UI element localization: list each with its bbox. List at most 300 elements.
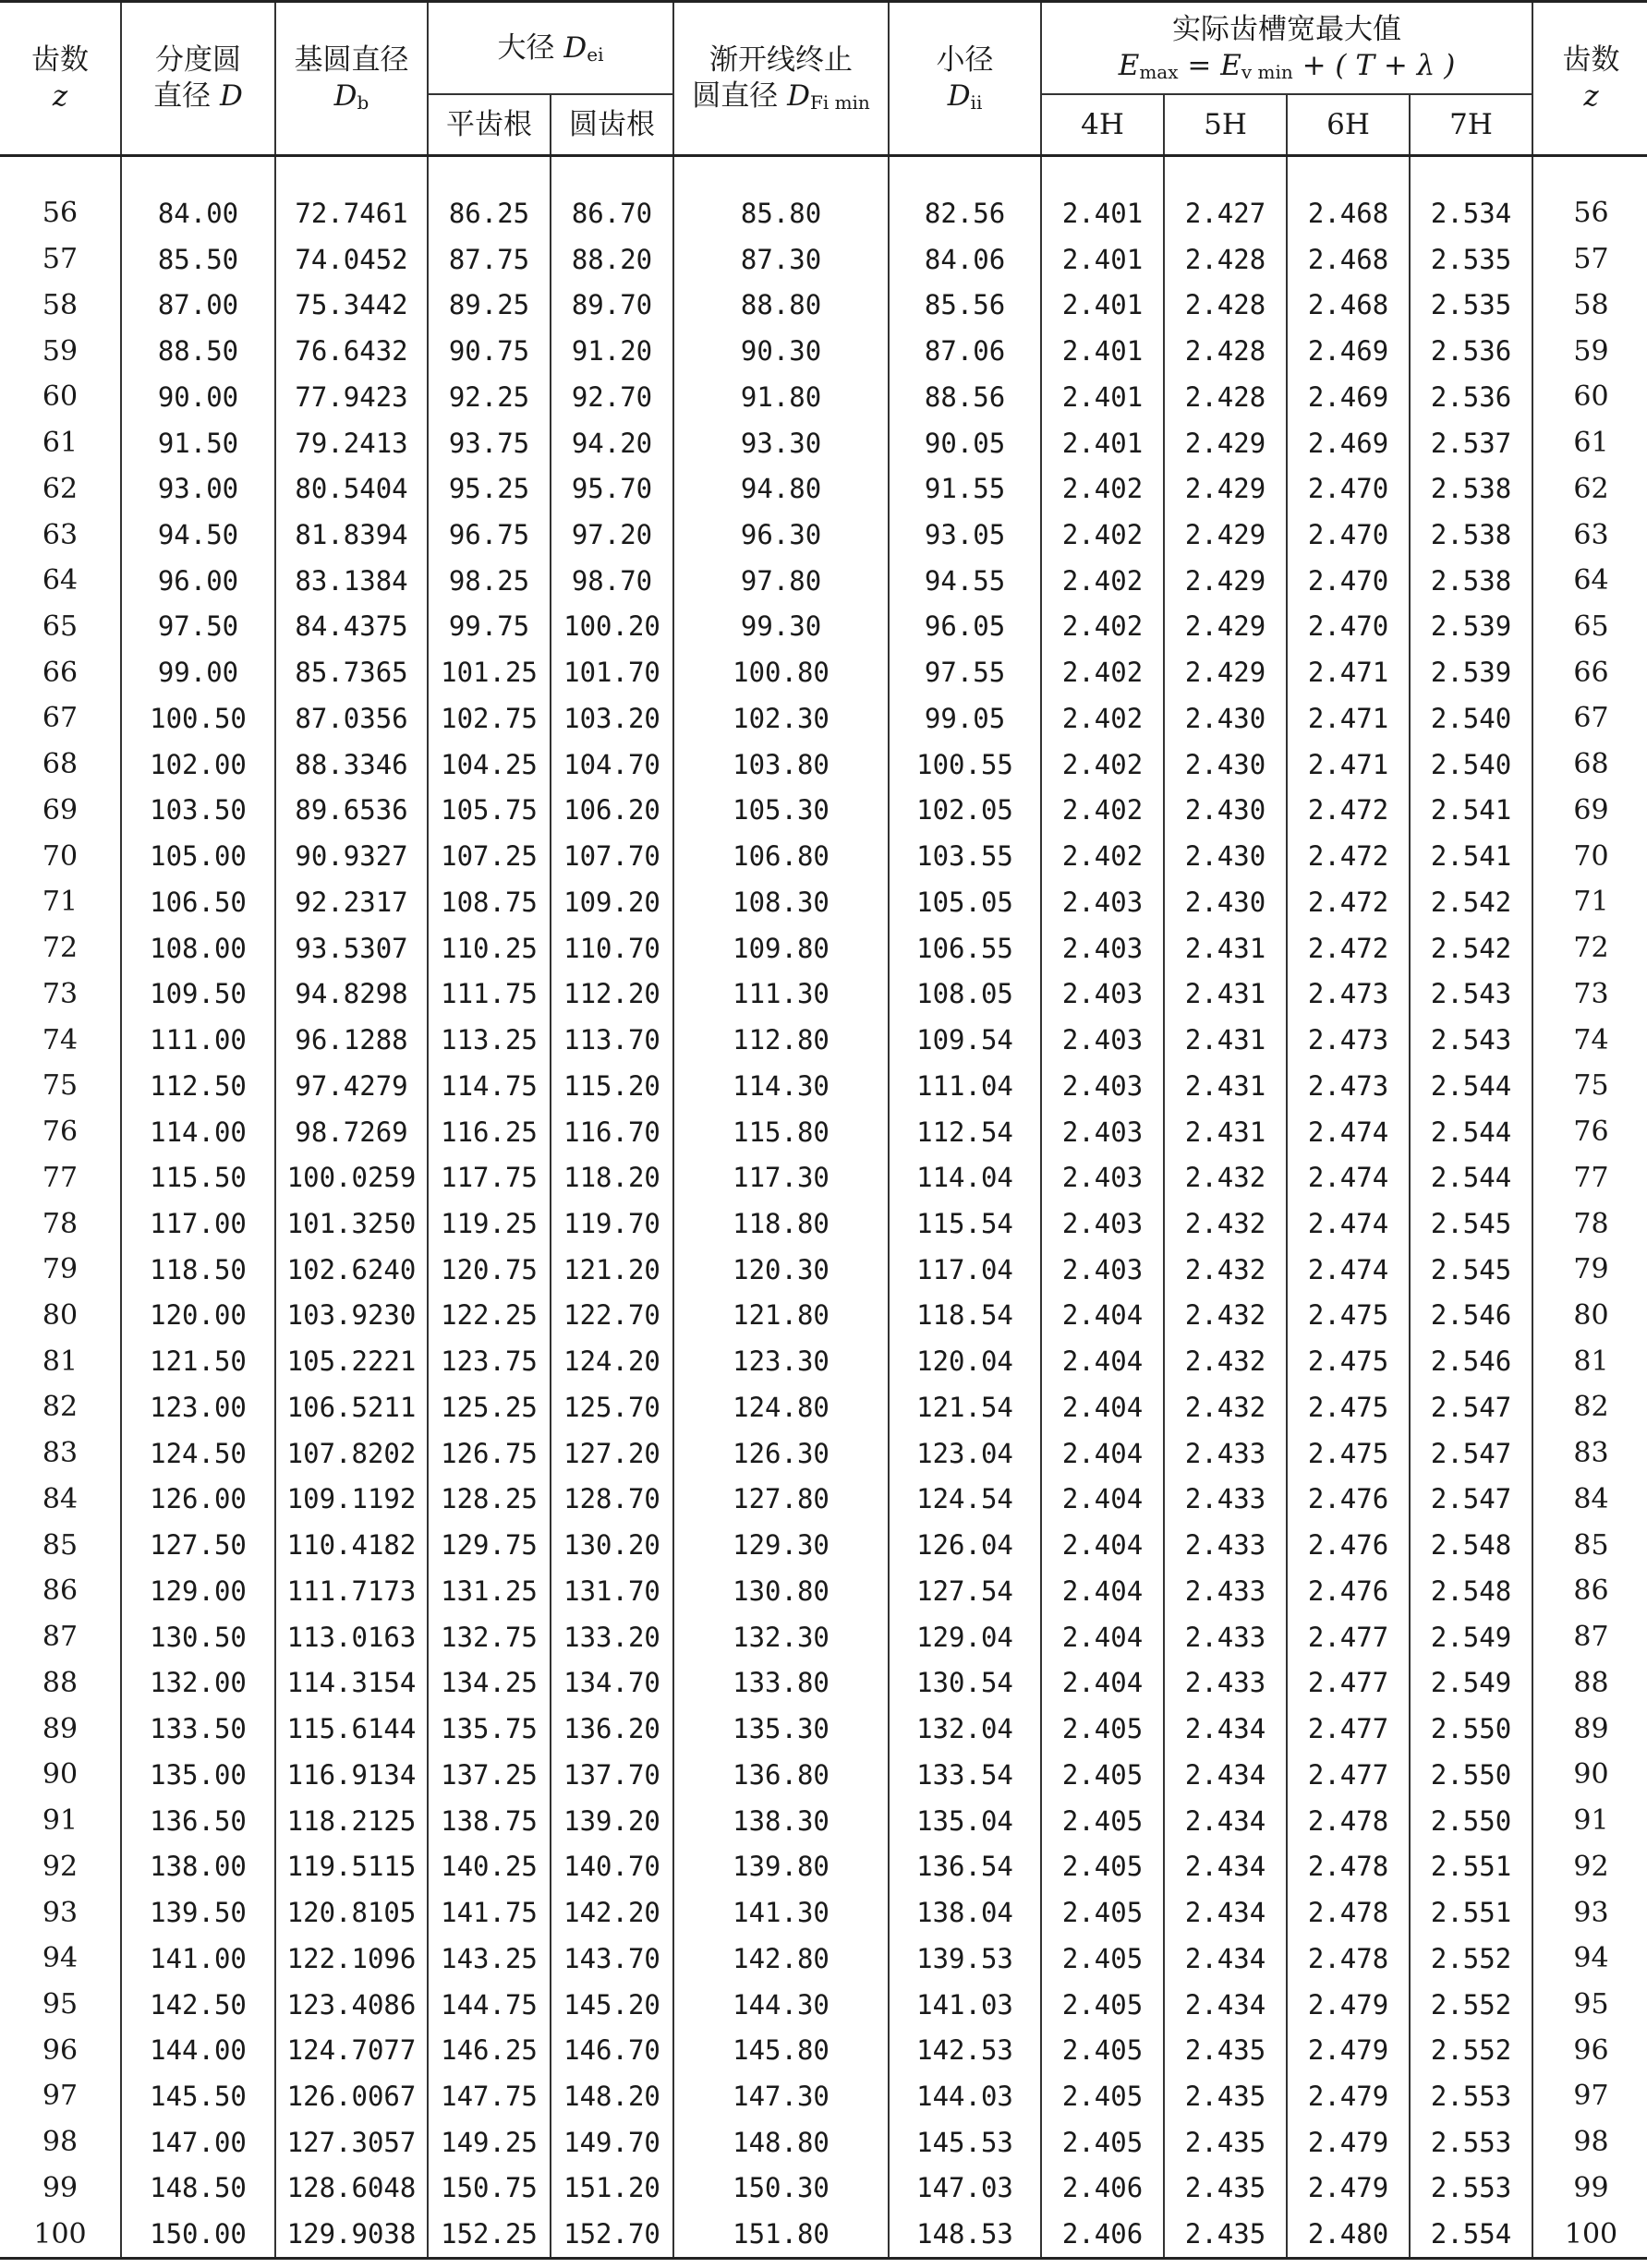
cell-z: 69 — [0, 788, 121, 834]
cell-major-diameter-fillet: 100.20 — [551, 604, 673, 650]
cell-space-width-4h: 2.403 — [1041, 1247, 1164, 1293]
cell-space-width-4h: 2.405 — [1041, 1752, 1164, 1798]
cell-form-diameter: 141.30 — [673, 1889, 889, 1936]
cell-major-diameter-flat: 144.75 — [428, 1982, 551, 2028]
cell-pitch-diameter: 130.50 — [121, 1614, 275, 1660]
cell-space-width-5h: 2.434 — [1164, 1936, 1287, 1982]
cell-base-diameter: 79.2413 — [275, 420, 428, 466]
cell-z: 79 — [0, 1247, 121, 1293]
cell-minor-diameter: 109.54 — [889, 1017, 1041, 1063]
cell-space-width-4h: 2.406 — [1041, 2211, 1164, 2258]
cell-space-width-5h: 2.430 — [1164, 788, 1287, 834]
cell-z-right: 69 — [1532, 788, 1647, 834]
cell-major-diameter-flat: 143.25 — [428, 1936, 551, 1982]
cell-major-diameter-fillet: 107.70 — [551, 833, 673, 879]
cell-major-diameter-flat: 141.75 — [428, 1889, 551, 1936]
cell-form-diameter: 129.30 — [673, 1522, 889, 1568]
cell-space-width-4h: 2.405 — [1041, 2073, 1164, 2119]
cell-base-diameter: 97.4279 — [275, 1063, 428, 1109]
cell-z-right: 79 — [1532, 1247, 1647, 1293]
cell-major-diameter-fillet: 92.70 — [551, 374, 673, 420]
table-row — [0, 236, 1647, 283]
cell-form-diameter: 148.80 — [673, 2119, 889, 2165]
cell-space-width-4h: 2.404 — [1041, 1384, 1164, 1430]
cell-pitch-diameter: 132.00 — [121, 1660, 275, 1707]
header-minor-diameter-sub: ii — [970, 90, 983, 114]
cell-space-width-6h: 2.479 — [1287, 2073, 1410, 2119]
cell-minor-diameter: 135.04 — [889, 1798, 1041, 1844]
cell-z-right: 96 — [1532, 2027, 1647, 2073]
cell-space-width-4h: 2.404 — [1041, 1522, 1164, 1568]
cell-form-diameter: 133.80 — [673, 1660, 889, 1707]
cell-base-diameter: 126.0067 — [275, 2073, 428, 2119]
cell-z: 76 — [0, 1109, 121, 1155]
cell-z-right: 83 — [1532, 1430, 1647, 1477]
cell-space-width-7h: 2.550 — [1410, 1752, 1532, 1798]
table-row — [0, 420, 1647, 466]
cell-space-width-5h: 2.433 — [1164, 1568, 1287, 1614]
cell-space-width-7h: 2.551 — [1410, 1889, 1532, 1936]
cell-space-width-4h: 2.402 — [1041, 833, 1164, 879]
cell-space-width-7h: 2.546 — [1410, 1293, 1532, 1339]
header-form-diameter-label2: 圆直径 — [692, 78, 779, 113]
cell-pitch-diameter: 138.00 — [121, 1843, 275, 1889]
cell-space-width-6h: 2.473 — [1287, 1017, 1410, 1063]
cell-space-width-4h: 2.404 — [1041, 1614, 1164, 1660]
cell-space-width-5h: 2.433 — [1164, 1660, 1287, 1707]
cell-form-diameter: 93.30 — [673, 420, 889, 466]
cell-pitch-diameter: 102.00 — [121, 742, 275, 788]
cell-pitch-diameter: 91.50 — [121, 420, 275, 466]
cell-space-width-4h: 2.405 — [1041, 1889, 1164, 1936]
cell-pitch-diameter: 123.00 — [121, 1384, 275, 1430]
cell-major-diameter-fillet: 145.20 — [551, 1982, 673, 2028]
cell-form-diameter: 144.30 — [673, 1982, 889, 2028]
cell-space-width-5h: 2.434 — [1164, 1706, 1287, 1752]
cell-z-right: 70 — [1532, 833, 1647, 879]
cell-base-diameter: 114.3154 — [275, 1660, 428, 1707]
cell-major-diameter-flat: 123.75 — [428, 1338, 551, 1384]
cell-space-width-4h: 2.403 — [1041, 1017, 1164, 1063]
cell-major-diameter-fillet: 112.20 — [551, 971, 673, 1017]
cell-base-diameter: 123.4086 — [275, 1982, 428, 2028]
cell-z: 80 — [0, 1293, 121, 1339]
cell-space-width-6h: 2.471 — [1287, 649, 1410, 695]
cell-space-width-7h: 2.535 — [1410, 282, 1532, 328]
cell-form-diameter: 108.30 — [673, 879, 889, 925]
cell-minor-diameter: 91.55 — [889, 465, 1041, 512]
header-tol-6h: 6H — [1287, 94, 1410, 156]
cell-major-diameter-fillet: 97.20 — [551, 512, 673, 558]
cell-space-width-7h: 2.545 — [1410, 1247, 1532, 1293]
cell-z-right: 95 — [1532, 1982, 1647, 2028]
cell-major-diameter-flat: 125.25 — [428, 1384, 551, 1430]
cell-space-width-6h: 2.479 — [1287, 2119, 1410, 2165]
cell-base-diameter: 102.6240 — [275, 1247, 428, 1293]
table-row — [0, 2027, 1647, 2073]
cell-space-width-7h: 2.536 — [1410, 374, 1532, 420]
cell-major-diameter-fillet: 119.70 — [551, 1200, 673, 1247]
cell-space-width-5h: 2.432 — [1164, 1293, 1287, 1339]
cell-minor-diameter: 120.04 — [889, 1338, 1041, 1384]
cell-space-width-4h: 2.401 — [1041, 420, 1164, 466]
cell-space-width-6h: 2.470 — [1287, 512, 1410, 558]
cell-major-diameter-flat: 119.25 — [428, 1200, 551, 1247]
table-row — [0, 1063, 1647, 1109]
cell-minor-diameter: 126.04 — [889, 1522, 1041, 1568]
cell-space-width-7h: 2.554 — [1410, 2211, 1532, 2258]
header-tooth-count-label: 齿数 — [31, 43, 89, 78]
cell-space-width-4h: 2.403 — [1041, 1154, 1164, 1200]
cell-major-diameter-fillet: 94.20 — [551, 420, 673, 466]
cell-z-right: 77 — [1532, 1154, 1647, 1200]
cell-space-width-5h: 2.434 — [1164, 1752, 1287, 1798]
cell-minor-diameter: 84.06 — [889, 236, 1041, 283]
cell-pitch-diameter: 139.50 — [121, 1889, 275, 1936]
cell-z-right: 72 — [1532, 925, 1647, 971]
cell-space-width-7h: 2.541 — [1410, 788, 1532, 834]
cell-space-width-6h: 2.471 — [1287, 695, 1410, 742]
cell-space-width-5h: 2.429 — [1164, 465, 1287, 512]
cell-major-diameter-fillet: 131.70 — [551, 1568, 673, 1614]
cell-minor-diameter: 121.54 — [889, 1384, 1041, 1430]
cell-space-width-7h: 2.552 — [1410, 1936, 1532, 1982]
cell-major-diameter-flat: 86.25 — [428, 190, 551, 236]
header-tol-7h: 7H — [1410, 94, 1532, 156]
cell-z: 66 — [0, 649, 121, 695]
cell-z-right: 67 — [1532, 695, 1647, 742]
cell-z-right: 88 — [1532, 1660, 1647, 1707]
cell-major-diameter-fillet: 116.70 — [551, 1109, 673, 1155]
cell-space-width-7h: 2.540 — [1410, 742, 1532, 788]
cell-space-width-4h: 2.404 — [1041, 1477, 1164, 1523]
cell-space-width-7h: 2.539 — [1410, 649, 1532, 695]
cell-form-diameter: 135.30 — [673, 1706, 889, 1752]
cell-pitch-diameter: 142.50 — [121, 1982, 275, 2028]
header-minor-diameter-label: 小径 — [936, 43, 994, 78]
cell-space-width-6h: 2.476 — [1287, 1568, 1410, 1614]
cell-space-width-5h: 2.427 — [1164, 190, 1287, 236]
cell-minor-diameter: 108.05 — [889, 971, 1041, 1017]
header-fillet-root: 圆齿根 — [551, 94, 673, 156]
cell-space-width-7h: 2.542 — [1410, 925, 1532, 971]
cell-pitch-diameter: 99.00 — [121, 649, 275, 695]
cell-base-diameter: 81.8394 — [275, 512, 428, 558]
table-row — [0, 1798, 1647, 1844]
table-row — [0, 649, 1647, 695]
cell-major-diameter-flat: 146.25 — [428, 2027, 551, 2073]
table-row — [0, 1477, 1647, 1523]
table-row — [0, 971, 1647, 1017]
cell-space-width-7h: 2.539 — [1410, 604, 1532, 650]
cell-form-diameter: 109.80 — [673, 925, 889, 971]
cell-form-diameter: 96.30 — [673, 512, 889, 558]
cell-major-diameter-flat: 93.75 — [428, 420, 551, 466]
table-row — [0, 604, 1647, 650]
cell-form-diameter: 94.80 — [673, 465, 889, 512]
cell-pitch-diameter: 103.50 — [121, 788, 275, 834]
cell-space-width-4h: 2.403 — [1041, 879, 1164, 925]
cell-z-right: 84 — [1532, 1477, 1647, 1523]
cell-space-width-4h: 2.402 — [1041, 742, 1164, 788]
cell-base-diameter: 94.8298 — [275, 971, 428, 1017]
cell-space-width-7h: 2.549 — [1410, 1614, 1532, 1660]
cell-pitch-diameter: 85.50 — [121, 236, 275, 283]
cell-pitch-diameter: 135.00 — [121, 1752, 275, 1798]
cell-minor-diameter: 97.55 — [889, 649, 1041, 695]
cell-space-width-6h: 2.469 — [1287, 328, 1410, 374]
cell-form-diameter: 97.80 — [673, 558, 889, 604]
cell-z-right: 66 — [1532, 649, 1647, 695]
cell-space-width-6h: 2.468 — [1287, 282, 1410, 328]
cell-space-width-5h: 2.429 — [1164, 512, 1287, 558]
cell-pitch-diameter: 150.00 — [121, 2211, 275, 2258]
cell-space-width-5h: 2.429 — [1164, 604, 1287, 650]
cell-space-width-4h: 2.402 — [1041, 695, 1164, 742]
cell-base-diameter: 87.0356 — [275, 695, 428, 742]
cell-space-width-4h: 2.401 — [1041, 282, 1164, 328]
cell-base-diameter: 101.3250 — [275, 1200, 428, 1247]
cell-pitch-diameter: 108.00 — [121, 925, 275, 971]
cell-space-width-7h: 2.544 — [1410, 1109, 1532, 1155]
cell-space-width-5h: 2.430 — [1164, 879, 1287, 925]
cell-z-right: 56 — [1532, 190, 1647, 236]
cell-space-width-6h: 2.474 — [1287, 1154, 1410, 1200]
cell-form-diameter: 91.80 — [673, 374, 889, 420]
cell-major-diameter-fillet: 109.20 — [551, 879, 673, 925]
cell-space-width-5h: 2.434 — [1164, 1889, 1287, 1936]
cell-space-width-4h: 2.403 — [1041, 925, 1164, 971]
header-major-diameter — [428, 2, 673, 95]
cell-pitch-diameter: 87.00 — [121, 282, 275, 328]
table-row — [0, 374, 1647, 420]
table-row — [0, 1614, 1647, 1660]
cell-major-diameter-flat: 101.25 — [428, 649, 551, 695]
table-row — [0, 1109, 1647, 1155]
cell-space-width-7h: 2.546 — [1410, 1338, 1532, 1384]
cell-z-right: 90 — [1532, 1752, 1647, 1798]
cell-minor-diameter: 88.56 — [889, 374, 1041, 420]
cell-z-right: 76 — [1532, 1109, 1647, 1155]
cell-z: 87 — [0, 1614, 121, 1660]
cell-space-width-6h: 2.476 — [1287, 1522, 1410, 1568]
cell-space-width-6h: 2.474 — [1287, 1200, 1410, 1247]
cell-base-diameter: 98.7269 — [275, 1109, 428, 1155]
header-tooth-count-right-label: 齿数 — [1562, 43, 1620, 78]
cell-major-diameter-fillet: 86.70 — [551, 190, 673, 236]
cell-major-diameter-flat: 150.75 — [428, 2165, 551, 2212]
cell-space-width-5h: 2.429 — [1164, 649, 1287, 695]
cell-z: 62 — [0, 465, 121, 512]
cell-minor-diameter: 123.04 — [889, 1430, 1041, 1477]
cell-base-diameter: 129.9038 — [275, 2211, 428, 2258]
cell-space-width-5h: 2.432 — [1164, 1154, 1287, 1200]
table-row — [0, 742, 1647, 788]
header-minor-diameter — [889, 2, 1041, 156]
cell-major-diameter-flat: 111.75 — [428, 971, 551, 1017]
cell-form-diameter: 121.80 — [673, 1293, 889, 1339]
table-row — [0, 1430, 1647, 1477]
cell-space-width-4h: 2.405 — [1041, 2027, 1164, 2073]
cell-space-width-7h: 2.543 — [1410, 971, 1532, 1017]
cell-z: 100 — [0, 2211, 121, 2258]
cell-space-width-4h: 2.404 — [1041, 1568, 1164, 1614]
cell-minor-diameter: 102.05 — [889, 788, 1041, 834]
cell-major-diameter-fillet: 104.70 — [551, 742, 673, 788]
cell-base-diameter: 72.7461 — [275, 190, 428, 236]
cell-major-diameter-flat: 149.25 — [428, 2119, 551, 2165]
cell-z: 57 — [0, 236, 121, 283]
cell-space-width-5h: 2.434 — [1164, 1982, 1287, 2028]
table-row — [0, 1154, 1647, 1200]
cell-z: 74 — [0, 1017, 121, 1063]
cell-major-diameter-fillet: 113.70 — [551, 1017, 673, 1063]
header-pitch-diameter — [121, 2, 275, 156]
cell-minor-diameter: 139.53 — [889, 1936, 1041, 1982]
cell-major-diameter-flat: 104.25 — [428, 742, 551, 788]
cell-space-width-5h: 2.428 — [1164, 236, 1287, 283]
cell-major-diameter-flat: 99.75 — [428, 604, 551, 650]
cell-pitch-diameter: 94.50 — [121, 512, 275, 558]
cell-space-width-5h: 2.435 — [1164, 2027, 1287, 2073]
header-form-diameter-symbol: D — [787, 78, 810, 113]
cell-space-width-5h: 2.433 — [1164, 1522, 1287, 1568]
cell-major-diameter-fillet: 134.70 — [551, 1660, 673, 1707]
cell-space-width-5h: 2.431 — [1164, 1017, 1287, 1063]
cell-major-diameter-flat: 122.25 — [428, 1293, 551, 1339]
cell-space-width-6h: 2.472 — [1287, 925, 1410, 971]
header-major-diameter-sub: ei — [587, 42, 604, 66]
cell-base-diameter: 106.5211 — [275, 1384, 428, 1430]
cell-space-width-7h: 2.553 — [1410, 2073, 1532, 2119]
cell-space-width-4h: 2.404 — [1041, 1338, 1164, 1384]
cell-space-width-5h: 2.432 — [1164, 1200, 1287, 1247]
cell-major-diameter-flat: 126.75 — [428, 1430, 551, 1477]
cell-space-width-7h: 2.550 — [1410, 1798, 1532, 1844]
cell-major-diameter-flat: 135.75 — [428, 1706, 551, 1752]
table-row — [0, 1017, 1647, 1063]
cell-form-diameter: 132.30 — [673, 1614, 889, 1660]
table-row — [0, 1568, 1647, 1614]
cell-space-width-6h: 2.474 — [1287, 1247, 1410, 1293]
cell-form-diameter: 87.30 — [673, 236, 889, 283]
cell-base-diameter: 76.6432 — [275, 328, 428, 374]
cell-major-diameter-fillet: 142.20 — [551, 1889, 673, 1936]
cell-space-width-6h: 2.470 — [1287, 465, 1410, 512]
cell-z-right: 75 — [1532, 1063, 1647, 1109]
cell-z: 81 — [0, 1338, 121, 1384]
cell-z: 89 — [0, 1706, 121, 1752]
cell-minor-diameter: 114.04 — [889, 1154, 1041, 1200]
cell-space-width-4h: 2.402 — [1041, 512, 1164, 558]
cell-space-width-6h: 2.477 — [1287, 1614, 1410, 1660]
cell-minor-diameter: 133.54 — [889, 1752, 1041, 1798]
cell-z-right: 64 — [1532, 558, 1647, 604]
cell-minor-diameter: 127.54 — [889, 1568, 1041, 1614]
cell-major-diameter-flat: 128.25 — [428, 1477, 551, 1523]
cell-minor-diameter: 90.05 — [889, 420, 1041, 466]
cell-form-diameter: 99.30 — [673, 604, 889, 650]
header-flat-root: 平齿根 — [428, 94, 551, 156]
cell-z-right: 58 — [1532, 282, 1647, 328]
cell-minor-diameter: 111.04 — [889, 1063, 1041, 1109]
cell-major-diameter-fillet: 148.20 — [551, 2073, 673, 2119]
cell-space-width-4h: 2.402 — [1041, 558, 1164, 604]
cell-z-right: 68 — [1532, 742, 1647, 788]
cell-minor-diameter: 138.04 — [889, 1889, 1041, 1936]
cell-major-diameter-fillet: 98.70 — [551, 558, 673, 604]
cell-space-width-5h: 2.431 — [1164, 971, 1287, 1017]
header-base-diameter-label: 基圆直径 — [294, 43, 409, 78]
cell-z: 82 — [0, 1384, 121, 1430]
cell-z: 68 — [0, 742, 121, 788]
cell-base-diameter: 120.8105 — [275, 1889, 428, 1936]
table-row — [0, 1660, 1647, 1707]
cell-space-width-4h: 2.404 — [1041, 1660, 1164, 1707]
cell-z-right: 87 — [1532, 1614, 1647, 1660]
cell-space-width-5h: 2.435 — [1164, 2119, 1287, 2165]
cell-z: 92 — [0, 1843, 121, 1889]
cell-space-width-7h: 2.548 — [1410, 1568, 1532, 1614]
cell-space-width-7h: 2.538 — [1410, 512, 1532, 558]
cell-major-diameter-fillet: 118.20 — [551, 1154, 673, 1200]
cell-base-diameter: 80.5404 — [275, 465, 428, 512]
cell-minor-diameter: 124.54 — [889, 1477, 1041, 1523]
cell-pitch-diameter: 144.00 — [121, 2027, 275, 2073]
cell-z-right: 81 — [1532, 1338, 1647, 1384]
table-row — [0, 1936, 1647, 1982]
table-row — [0, 1200, 1647, 1247]
cell-space-width-5h: 2.429 — [1164, 558, 1287, 604]
cell-space-width-6h: 2.475 — [1287, 1338, 1410, 1384]
cell-pitch-diameter: 84.00 — [121, 190, 275, 236]
cell-space-width-6h: 2.478 — [1287, 1889, 1410, 1936]
cell-minor-diameter: 99.05 — [889, 695, 1041, 742]
table-row — [0, 282, 1647, 328]
cell-space-width-4h: 2.405 — [1041, 1798, 1164, 1844]
cell-space-width-7h: 2.553 — [1410, 2119, 1532, 2165]
cell-form-diameter: 115.80 — [673, 1109, 889, 1155]
cell-minor-diameter: 112.54 — [889, 1109, 1041, 1155]
cell-z-right: 63 — [1532, 512, 1647, 558]
cell-pitch-diameter: 88.50 — [121, 328, 275, 374]
cell-space-width-4h: 2.403 — [1041, 1200, 1164, 1247]
cell-space-width-7h: 2.545 — [1410, 1200, 1532, 1247]
cell-form-diameter: 145.80 — [673, 2027, 889, 2073]
cell-major-diameter-fillet: 130.20 — [551, 1522, 673, 1568]
cell-major-diameter-fillet: 149.70 — [551, 2119, 673, 2165]
cell-space-width-4h: 2.402 — [1041, 465, 1164, 512]
cell-space-width-7h: 2.541 — [1410, 833, 1532, 879]
cell-space-width-7h: 2.550 — [1410, 1706, 1532, 1752]
cell-form-diameter: 151.80 — [673, 2211, 889, 2258]
cell-minor-diameter: 148.53 — [889, 2211, 1041, 2258]
cell-z-right: 97 — [1532, 2073, 1647, 2119]
cell-space-width-6h: 2.472 — [1287, 788, 1410, 834]
cell-major-diameter-flat: 110.25 — [428, 925, 551, 971]
cell-major-diameter-flat: 105.75 — [428, 788, 551, 834]
cell-major-diameter-fillet: 140.70 — [551, 1843, 673, 1889]
cell-space-width-6h: 2.475 — [1287, 1430, 1410, 1477]
cell-space-width-6h: 2.469 — [1287, 374, 1410, 420]
cell-base-diameter: 74.0452 — [275, 236, 428, 283]
cell-major-diameter-flat: 120.75 — [428, 1247, 551, 1293]
cell-base-diameter: 119.5115 — [275, 1843, 428, 1889]
cell-z-right: 60 — [1532, 374, 1647, 420]
cell-form-diameter: 150.30 — [673, 2165, 889, 2212]
cell-z: 93 — [0, 1889, 121, 1936]
cell-z: 78 — [0, 1200, 121, 1247]
